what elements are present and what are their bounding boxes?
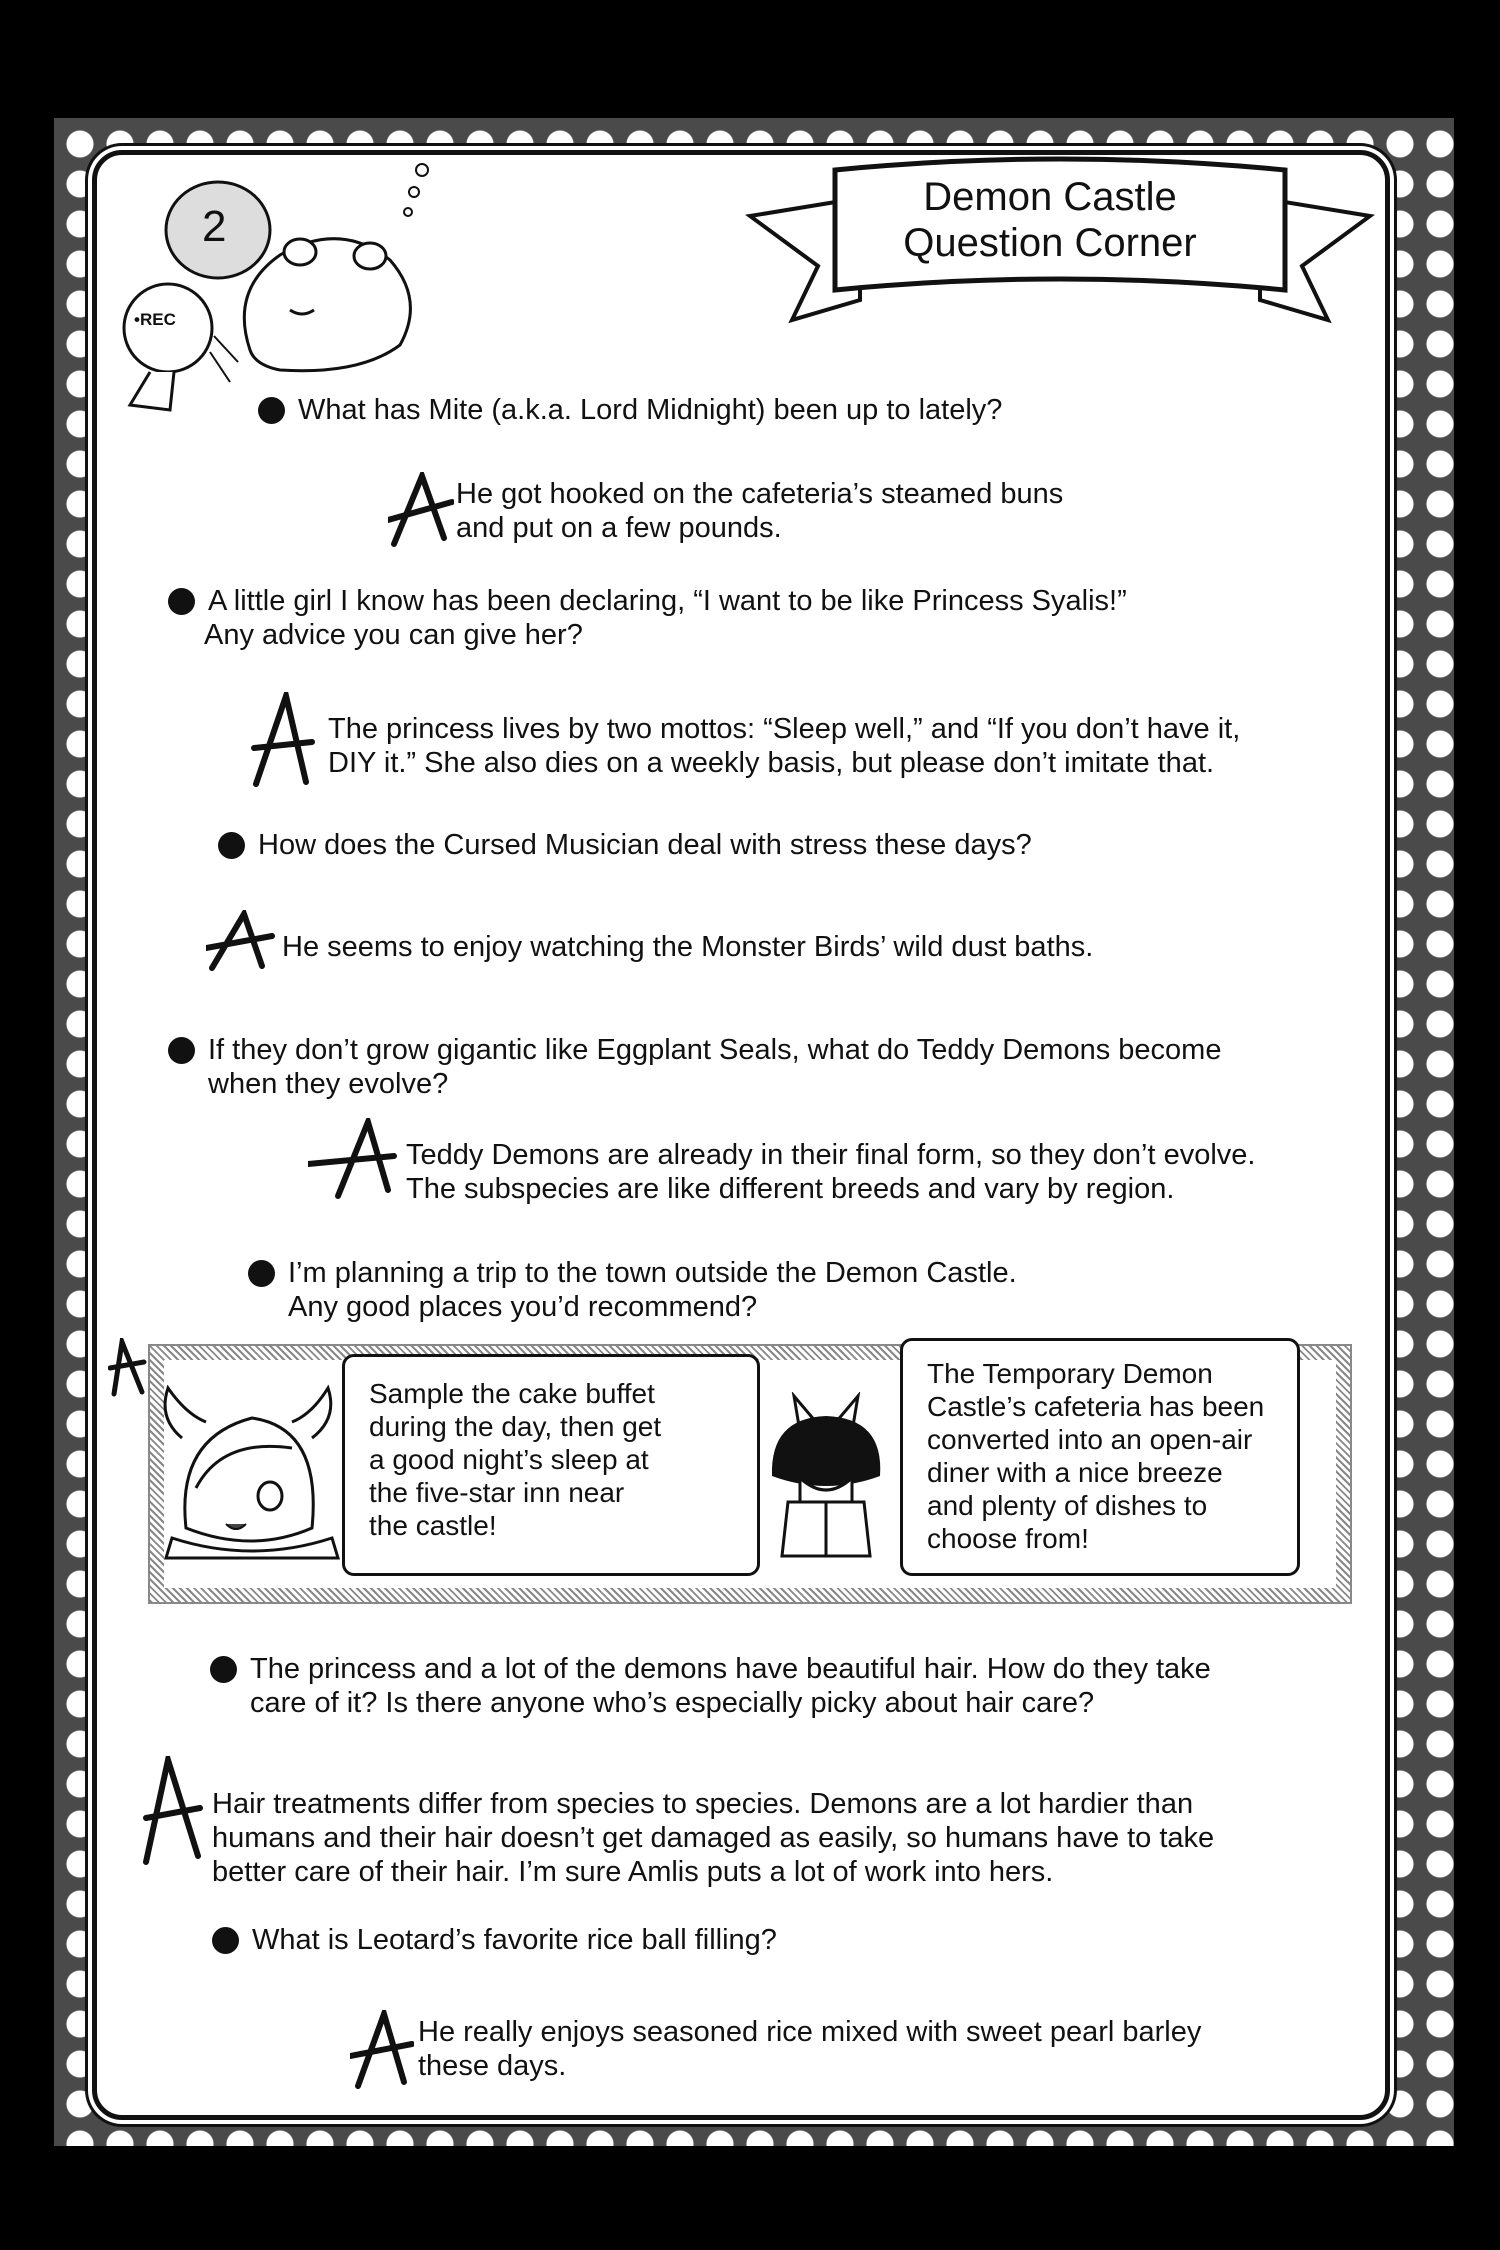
answer-a-icon bbox=[250, 692, 318, 788]
rec-label: •REC bbox=[134, 310, 176, 329]
header-illustration bbox=[110, 160, 440, 420]
demon-king-icon bbox=[760, 1392, 892, 1560]
answer-3: He seems to enjoy watching the Monster Birds’ wild dust baths. bbox=[282, 931, 1094, 963]
answer-6: Hair treatments differ from species to species. Demons are a lot hardier than humans and their hair doesn’t get damaged as easily, so humans have to take better care of their hair. I’m sure Amlis puts a lot of work into hers. bbox=[212, 1788, 1215, 1888]
number-label: 2 bbox=[202, 202, 227, 251]
answer-a-icon bbox=[108, 1338, 148, 1398]
answer-a-icon bbox=[140, 1756, 206, 1866]
answer-a-icon bbox=[206, 910, 276, 972]
question-1: What has Mite (a.k.a. Lord Midnight) been up to lately? bbox=[258, 393, 1002, 427]
answer-4: Teddy Demons are already in their final form, so they don’t evolve. The subspecies are like different breeds and vary by region. bbox=[406, 1139, 1256, 1205]
demon-horned-girl-icon bbox=[152, 1378, 348, 1564]
page-title bbox=[890, 174, 1210, 266]
question-6: The princess and a lot of the demons have beautiful hair. How do they take care of it? Is there anyone who’s especially picky about hair care? bbox=[210, 1652, 1211, 1720]
speech-bubble-left: Sample the cake buffet during the day, then get a good night’s sleep at the five-star inn near the castle! bbox=[342, 1354, 760, 1576]
question-5: I’m planning a trip to the town outside the Demon Castle. Any good places you’d recommend? bbox=[248, 1256, 1017, 1324]
sleeping-teddy-icon bbox=[244, 164, 428, 371]
answer-1: He got hooked on the cafeteria’s steamed buns and put on a few pounds. bbox=[456, 478, 1064, 544]
question-2: A little girl I know has been declaring, “I want to be like Princess Syalis!” Any advice you can give her? bbox=[168, 584, 1127, 652]
title-line-1: Demon Castle bbox=[923, 175, 1177, 219]
answer-a-icon bbox=[308, 1118, 398, 1200]
answer-a-icon bbox=[350, 2010, 414, 2090]
answer-7: He really enjoys seasoned rice mixed with sweet pearl barley these days. bbox=[418, 2016, 1202, 2082]
question-3: How does the Cursed Musician deal with stress these days? bbox=[218, 828, 1032, 862]
question-7: What is Leotard’s favorite rice ball filling? bbox=[212, 1923, 777, 1957]
title-banner bbox=[740, 150, 1380, 350]
answer-a-icon bbox=[388, 472, 454, 548]
title-line-2: Question Corner bbox=[903, 221, 1197, 265]
rec-button-icon bbox=[124, 284, 238, 410]
speech-bubble-right: The Temporary Demon Castle’s cafeteria has been converted into an open-air diner with a nice breeze and plenty of dishes to choose from! bbox=[900, 1338, 1300, 1576]
question-4: If they don’t grow gigantic like Eggplant Seals, what do Teddy Demons become when they evolve? bbox=[168, 1033, 1221, 1101]
answer-2: The princess lives by two mottos: “Sleep well,” and “If you don’t have it, DIY it.” She also dies on a weekly basis, but please don’t imitate that. bbox=[328, 713, 1241, 779]
